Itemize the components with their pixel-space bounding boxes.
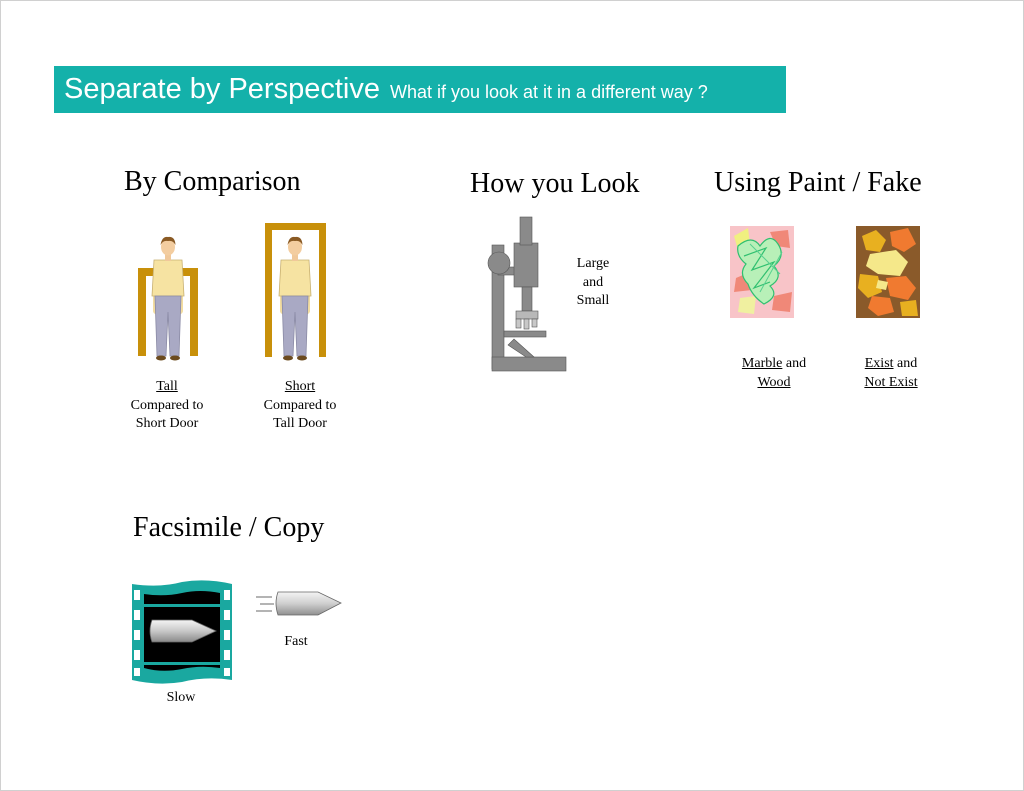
caption-marble-wood	[724, 355, 824, 392]
banner-subtitle: What if you look at it in a different way ?	[389, 82, 708, 102]
caption-look-line2: and	[582, 274, 604, 290]
microscope-illustration	[486, 215, 570, 375]
heading-facsimile: Facsimile / Copy	[133, 512, 325, 543]
caption-tall-line2: Compared to	[130, 397, 204, 413]
heading-using-paint: Using Paint / Fake	[714, 167, 922, 198]
caption-exist-word2: Not Exist	[864, 374, 918, 390]
caption-large-small	[563, 255, 623, 311]
caption-tall-line3: Short Door	[135, 416, 199, 431]
caption-marble-joiner: and	[782, 356, 807, 371]
caption-short	[250, 378, 350, 434]
caption-look-line3: Small	[576, 293, 610, 308]
banner-title: Separate by Perspective	[64, 73, 380, 105]
film-strip-bullet-illustration	[130, 580, 234, 684]
caption-marble-word2: Wood	[757, 374, 791, 390]
caption-exist-joiner: and	[893, 356, 918, 371]
caption-exist-word1: Exist	[864, 356, 894, 371]
caption-look-line1: Large	[576, 256, 610, 271]
man-tall-door-illustration	[264, 222, 328, 364]
caption-fast: Fast	[284, 634, 308, 649]
caption-tall-line1: Tall	[156, 379, 178, 394]
caption-short-line1: Short	[284, 379, 316, 394]
heading-by-comparison: By Comparison	[124, 166, 301, 197]
caption-marble-word1: Marble	[741, 356, 783, 371]
caption-exist-not-exist	[841, 355, 941, 392]
title-banner	[54, 66, 786, 113]
heading-how-you-look: How you Look	[470, 168, 640, 199]
fast-bullet-illustration	[254, 588, 344, 620]
marble-swatch-image	[730, 226, 794, 318]
man-short-door-illustration	[135, 234, 201, 364]
caption-short-line3: Tall Door	[273, 416, 327, 431]
caption-short-line2: Compared to	[263, 397, 337, 413]
caption-tall	[117, 378, 217, 434]
caption-slow: Slow	[166, 690, 196, 705]
wood-swatch-image	[856, 226, 920, 318]
